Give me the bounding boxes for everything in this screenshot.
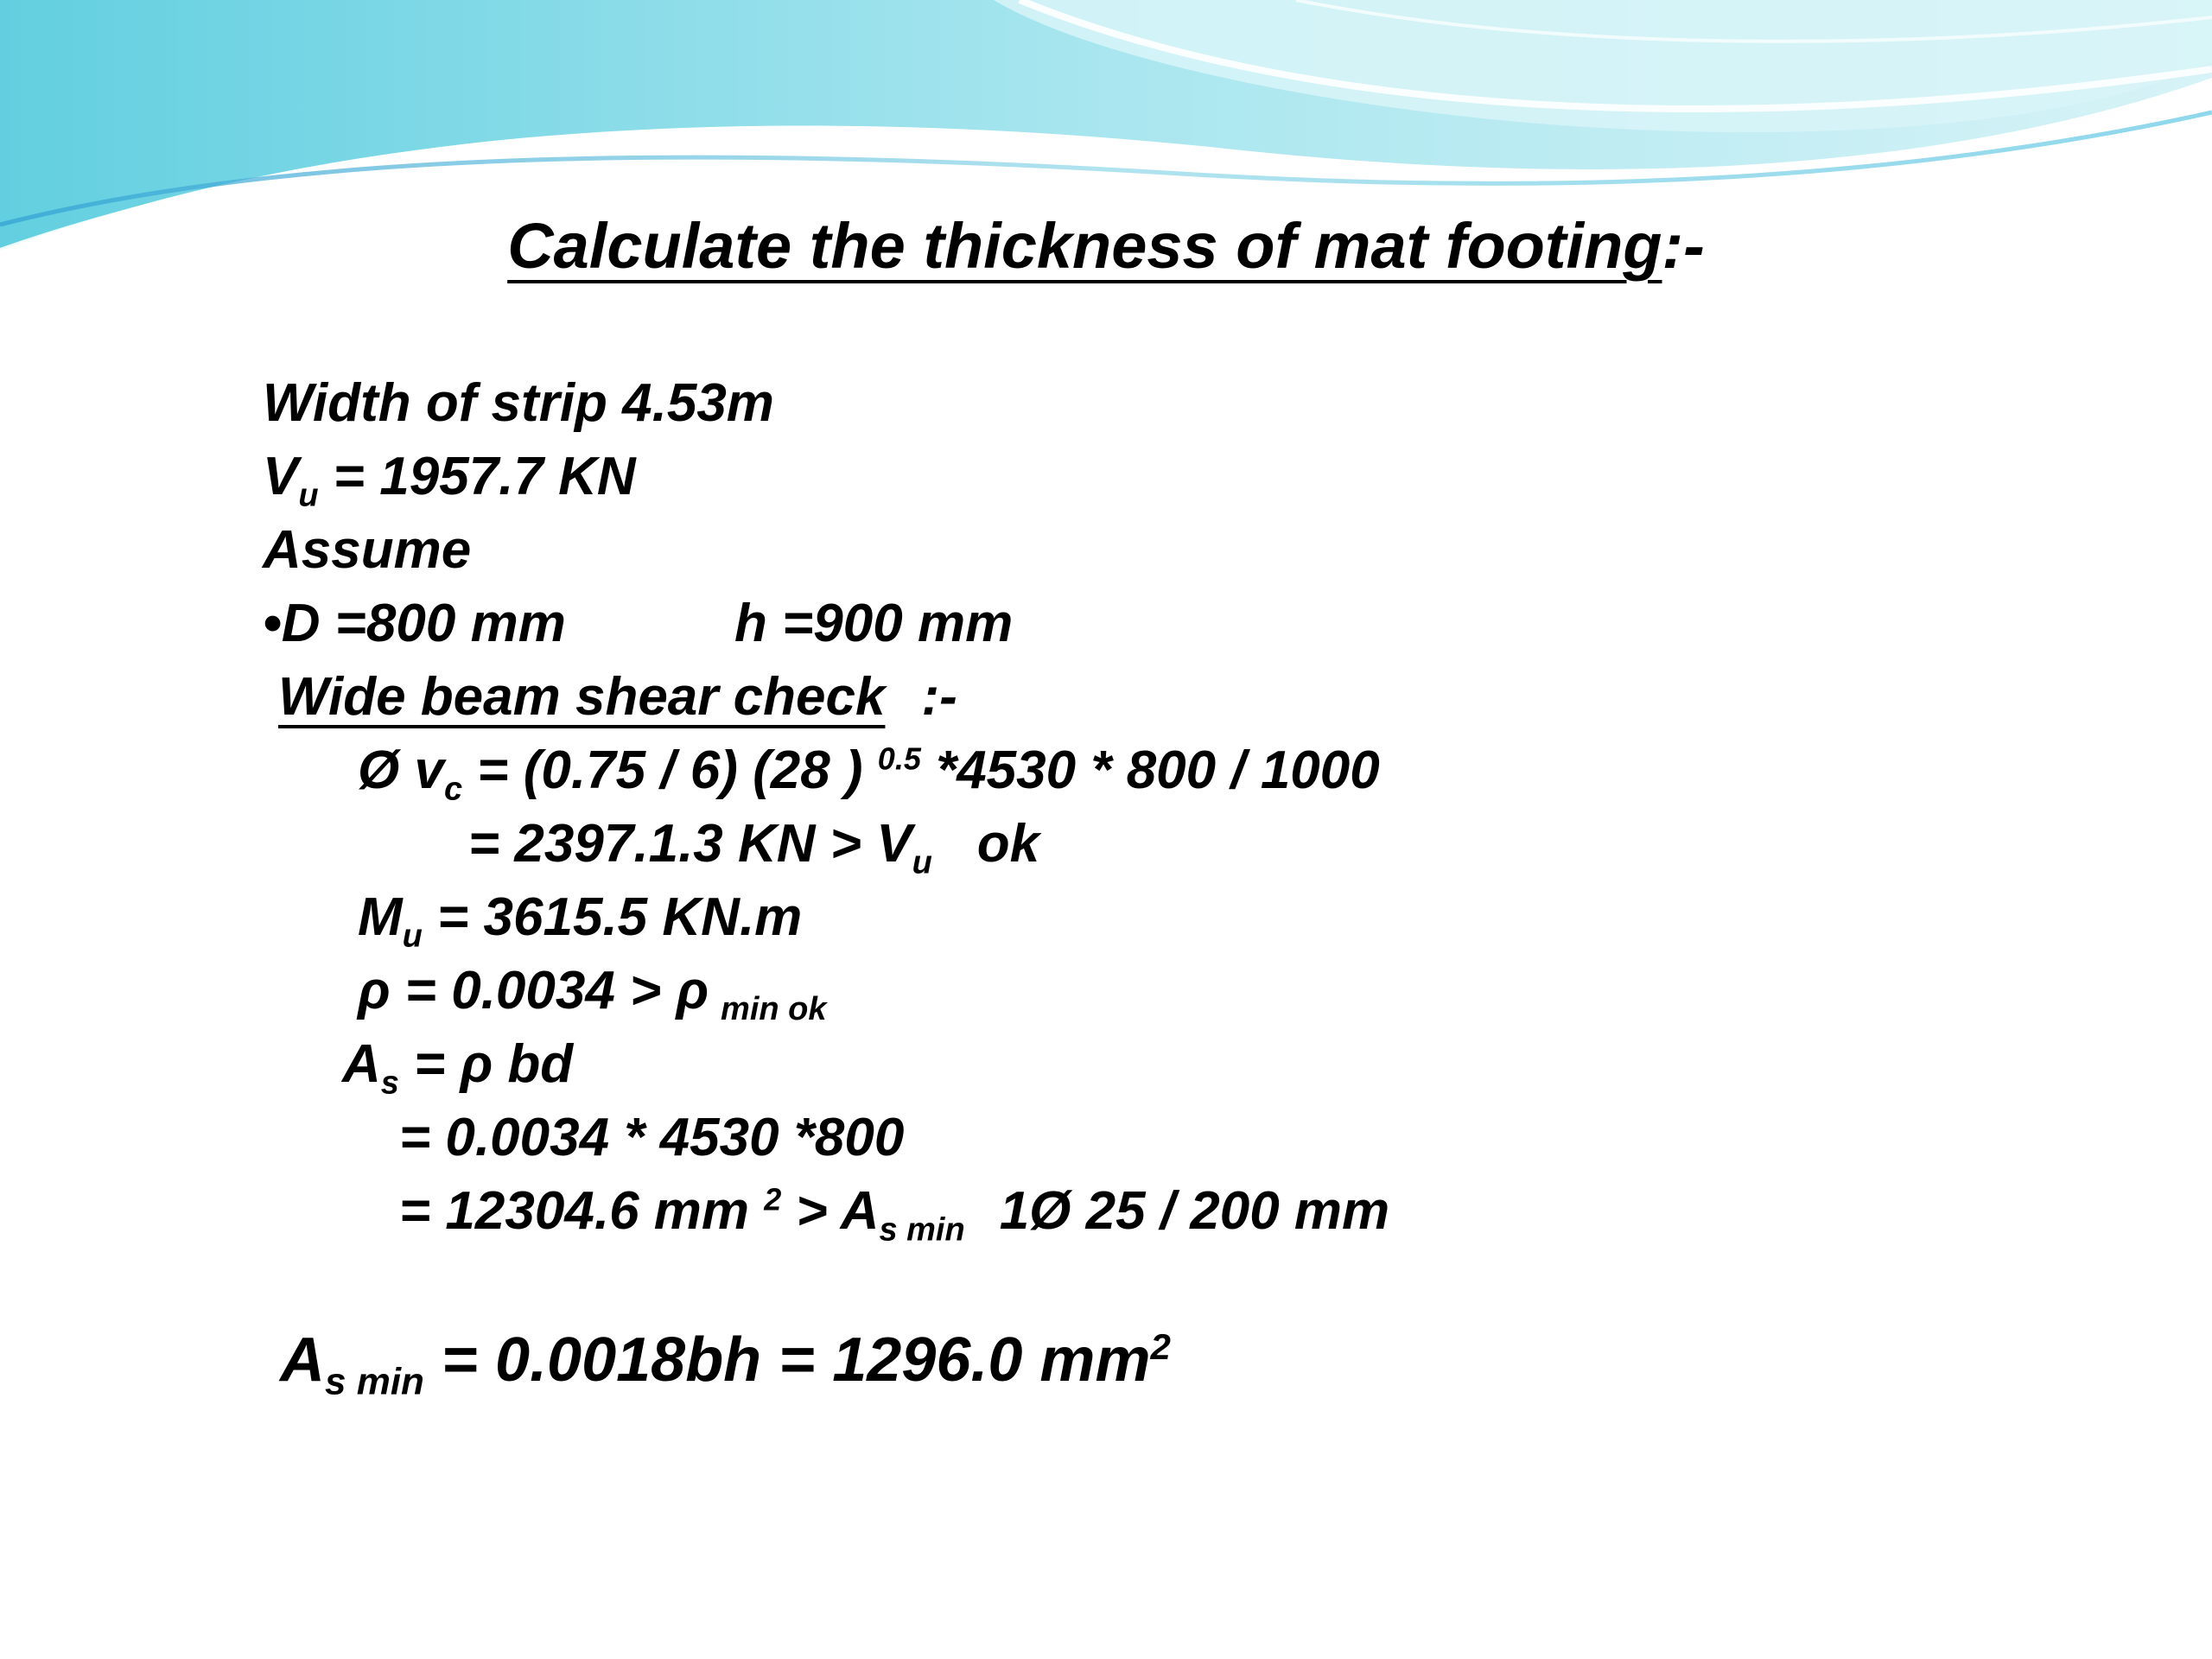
wide-beam-heading-text: Wide beam shear check [278,667,886,727]
as-subscript: s [380,1065,399,1102]
assume-text: Assume [263,520,472,580]
slide-title-suffix: :- [1662,210,1705,282]
mu-value: = 3615.5 KN.m [422,887,803,947]
slide-title [0,209,2212,283]
phi-vc-line [358,741,1380,808]
mu-subscript: u [402,918,423,955]
rho-line [358,961,827,1028]
as-result-value: = 12304.6 mm [399,1181,765,1241]
phi-vc-symbol: Ø v [358,741,444,800]
slide-title-text: Calculate the thickness of mat footing [507,210,1662,282]
phi-vc-result-line [468,814,1040,881]
as-result-bars: 1Ø 25 / 200 mm [999,1181,1390,1241]
width-of-strip-line [263,373,774,433]
as-min-line [280,1325,1171,1403]
h-value-line [734,594,1014,653]
phi-vc-result: = 2397.1.3 KN > V [468,814,912,874]
asmin-exponent: 2 [1150,1325,1171,1367]
phi-vc-formula: = (0.75 / 6) (28 ) [462,741,878,800]
phi-vc-result-subscript: u [912,844,932,881]
vu-value: = 1957.7 KN [318,447,636,506]
h-value-text: h =900 mm [734,594,1014,653]
as-result-line [399,1181,1390,1249]
as-result-compare: > A [781,1181,880,1241]
asmin-subscript: s min [325,1360,424,1403]
d-value-line [263,594,566,653]
as-line [342,1034,574,1102]
vu-line [263,447,636,514]
as-result-subscript: s min [879,1211,965,1249]
width-of-strip-text: Width of strip 4.53m [263,373,774,433]
mu-symbol: M [358,887,403,947]
as-result-exponent: 2 [764,1181,782,1217]
as-calc-line [399,1108,905,1167]
vu-subscript: u [298,477,319,514]
phi-vc-ok: ok [976,814,1040,874]
phi-vc-subscript: c [443,771,463,808]
asmin-formula: = 0.0018bh = 1296.0 mm [423,1325,1151,1395]
rho-subscript: min ok [721,991,827,1028]
phi-vc-exponent: 0.5 [877,741,921,777]
phi-vc-formula-end: *4530 * 800 / 1000 [920,741,1380,800]
as-formula: = ρ bd [398,1034,574,1094]
d-value-text: •D =800 mm [263,594,566,653]
rho-comparison: ρ = 0.0034 > ρ [358,961,709,1020]
as-symbol: A [342,1034,381,1094]
assume-line [263,520,472,580]
vu-symbol: V [263,447,299,506]
wide-beam-heading [278,667,957,727]
mu-line [358,887,803,955]
wide-beam-heading-suffix: :- [921,667,957,727]
asmin-symbol: A [280,1325,325,1395]
as-calc-text: = 0.0034 * 4530 *800 [399,1108,905,1167]
